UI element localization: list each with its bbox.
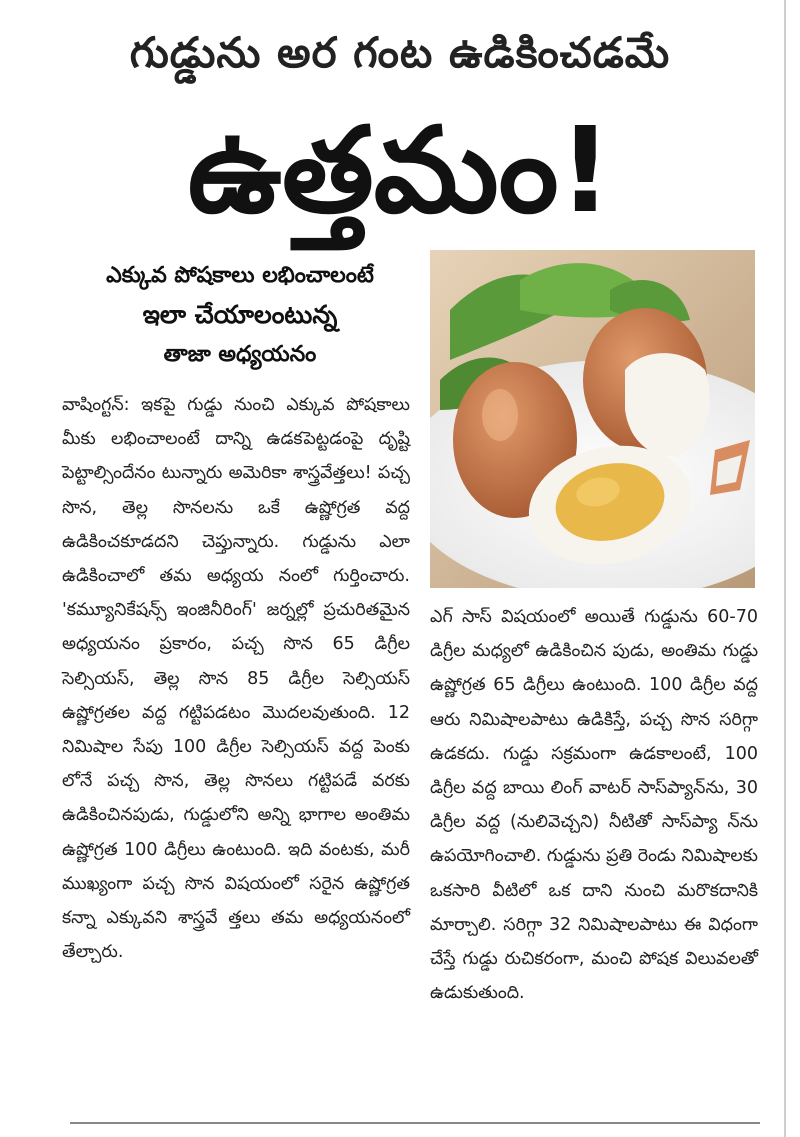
clipping-edge xyxy=(784,0,786,1137)
boiled-eggs-illustration xyxy=(430,250,755,588)
article-body-left: వాషింగ్టన్: ఇకపై గుడ్డు నుంచి ఎక్కువ పోషకాలు మీకు లభించాలంటే దాన్ని ఉడకపెట్టడంపై దృష్టి పెట్టాల్సిందేనం టున్నారు అమెరికా శాస్త్రవేత్తలు! పచ్చ సొన, తెల్ల సొనలను ఒకే ఉష్ణోగ్రత వద్ద ఉడికించకూడదని చెప్తున్నారు. గుడ్డును ఎలా ఉడికించాలో తమ అధ్యయ నంలో గుర్తించారు. 'కమ్యూనికేషన్స్ ఇంజినీరింగ్' జర్నల్లో ప్రచురితమైన అధ్యయనం ప్రకారం, పచ్చ సొన 65 డిగ్రీల సెల్సియస్, తెల్ల సొన 85 డిగ్రీల సెల్సియస్ ఉష్ణోగ్రతల వద్ద గట్టిపడటం మొదలవుతుంది. 12 నిమిషాల సేపు 100 డిగ్రీల సెల్సియస్ వద్ద పెంకు లోనే పచ్చ సొన, తెల్ల సొనలు గట్టిపడే వరకు ఉడికించినపుడు, గుడ్డులోని అన్ని భాగాల అంతిమ ఉష్ణోగ్రత 100 డిగ్రీలు ఉంటుంది. ఇది వంటకు, మరీ ముఖ్యంగా పచ్చ సొన విషయంలో సరైన ఉష్ణోగ్రత కన్నా ఎక్కువని శాస్త్రవే త్తలు తమ అధ్యయనంలో తేల్చారు. xyxy=(62,395,410,963)
article-body-right: ఎగ్ సాస్ విషయంలో అయితే గుడ్డును 60-70 డిగ్రీల మధ్యలో ఉడికించిన పుడు, అంతిమ గుడ్డు ఉష్ణోగ్రత 65 డిగ్రీలు ఉంటుంది. 100 డిగ్రీల వద్ద ఆరు నిమిషాలపాటు ఉడికిస్తే, పచ్చ సొన సరిగ్గా ఉడకదు. గుడ్డు సక్రమంగా ఉడకాలంటే, 100 డిగ్రీల వద్ద బాయి లింగ్ వాటర్ సాస్‌ప్యాన్‌ను, 30 డిగ్రీల వద్ద (నులివెచ్చని) నీటితో సాస్‌ప్యా న్‌ను ఉపయోగించాలి. గుడ్డును ప్రతి రెండు నిమిషాలకు ఒకసారి వీటిలో ఒక దాని నుంచి మరొకదానికి మార్చాలి. సరిగ్గా 32 నిమిషాలపాటు ఈ విధంగా చేస్తే గుడ్డు రుచికరంగా, మంచి పోషక విలువలతో ఉడుకుతుంది. xyxy=(430,607,758,1004)
subdeck-line-2: ఇలా చేయాలంటున్న xyxy=(142,300,338,329)
headline-kicker: గుడ్డును అర గంట ఉడికించడమే xyxy=(129,28,671,77)
bottom-divider xyxy=(70,1122,760,1124)
subdeck-line-3: తాజా అధ్యయనం xyxy=(163,342,317,367)
subdeck xyxy=(60,258,420,374)
headline: ఉత్తమం! xyxy=(187,101,613,239)
boiled-eggs-photo xyxy=(430,250,755,588)
subdeck-line-1: ఎక్కువ పోషకాలు లభించాలంటే xyxy=(106,263,374,288)
